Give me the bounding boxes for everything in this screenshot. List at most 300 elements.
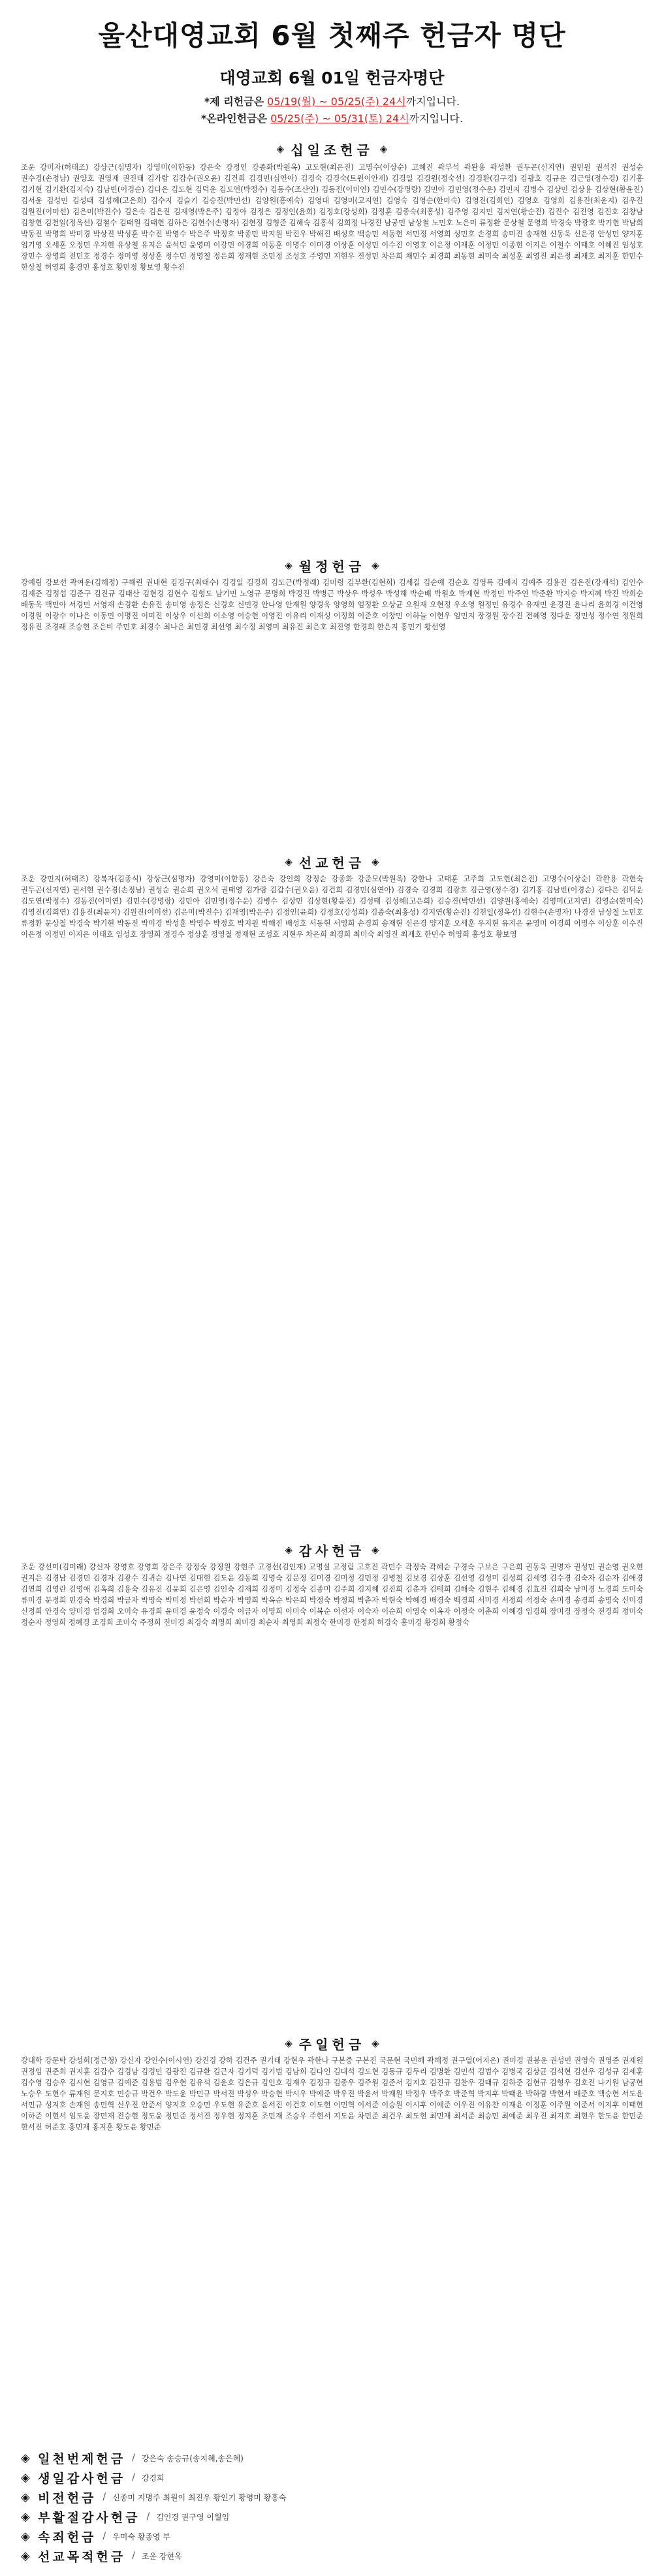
donor-name: 최명희: [210, 1618, 232, 1627]
donor-name: 이정숙: [453, 1607, 475, 1616]
donor-name: 김기홍: [521, 886, 543, 894]
donor-name: 김양원(홍예숙): [489, 897, 539, 905]
donor-name: 양지훈: [622, 230, 643, 238]
donor-name: 이경원: [21, 612, 42, 620]
donor-name: 김상용: [571, 185, 592, 194]
donor-name: 강하: [219, 2056, 233, 2065]
donor-name: 장수진: [501, 612, 523, 620]
donor-name: 김승진(박민선): [202, 196, 251, 205]
diamond-icon: ◈: [372, 1544, 379, 1556]
donor-name: 서영희: [429, 230, 451, 238]
donor-name: 권양호: [72, 174, 95, 183]
donor-name: 강은숙: [253, 875, 275, 883]
donor-name: 박성해: [385, 589, 407, 598]
donor-name: 박준혁: [453, 2090, 475, 2098]
donor-name: 임성호: [622, 241, 643, 249]
donor-name: 고태훈: [437, 875, 458, 883]
donor-name: 최지훈: [597, 252, 620, 260]
donor-name: 최성훈: [501, 252, 523, 260]
donor-name: 허준호: [44, 2123, 67, 2131]
donor-name: 김숙자: [573, 1574, 595, 1582]
donor-name: 구해린: [121, 578, 143, 587]
donor-name: 최정숙: [306, 1618, 327, 1627]
donor-name: 이명수: [285, 241, 307, 249]
diamond-bullet-icon: ◈: [21, 2490, 30, 2504]
donor-name: 이미숙: [285, 1607, 307, 1616]
donor-name: 김태현: [143, 219, 165, 227]
donor-name: 고정림: [332, 1563, 355, 1571]
donor-name: 나기원: [597, 2079, 620, 2087]
donor-name: 구은희: [501, 1563, 523, 1571]
donor-name: 박성훈: [165, 919, 187, 928]
donor-name: 구본중: [331, 2056, 353, 2065]
donor-name: 정다운: [549, 612, 571, 620]
donor-name: 최경희: [329, 930, 351, 939]
donor-name: 박태윤: [501, 2090, 523, 2098]
donor-name: 서경민: [69, 601, 91, 609]
donor-name: 구경숙: [453, 1563, 475, 1571]
donor-name: 차은희: [381, 252, 403, 260]
donor-name: 이민혁: [333, 2101, 355, 2109]
donor-name: 김상민: [546, 185, 569, 194]
donor-name: 정지훈: [237, 2112, 259, 2120]
donor-name: 김진규: [429, 2079, 451, 2087]
donor-name: 김수지: [150, 196, 172, 205]
donor-name: 김상현(황윤진): [306, 897, 356, 905]
donor-name: 유경희: [141, 1607, 163, 1616]
donor-name: 주현서: [309, 2112, 331, 2120]
donor-name: 오세훈: [453, 919, 475, 928]
donor-name: 한경희: [353, 623, 375, 631]
donor-name: 엄경희: [93, 1607, 115, 1616]
donor-name: 김희숙: [549, 1585, 571, 1594]
donor-name: 박원호: [434, 589, 456, 598]
special-offering-names: 강은숙 송승규(송지혜,송은혜): [141, 2453, 244, 2463]
donor-name: 김경일: [222, 578, 244, 587]
donor-name: 엄기영: [21, 241, 42, 249]
donor-name: 김태산: [118, 589, 140, 598]
donor-name: 차민준: [357, 2112, 379, 2120]
donor-name: 김순애: [423, 578, 445, 587]
donor-name: 김윤희: [165, 1585, 187, 1594]
donor-name: 김민정: [357, 1574, 379, 1582]
donor-name: 최승민: [477, 2112, 499, 2120]
donor-name: 이종현: [501, 241, 523, 249]
donor-name: 박기현: [598, 219, 620, 227]
donor-name: 김예주: [521, 578, 543, 587]
donor-name: 김갑수(권오윤): [270, 886, 319, 894]
donor-name: 박진: [605, 589, 619, 598]
donor-name: 김동진(이미연): [321, 185, 370, 194]
donor-name: 조성호: [258, 930, 280, 939]
donor-name: 강한나: [411, 875, 432, 883]
donor-name: 홍성호: [92, 263, 114, 272]
special-offering-row: [21, 2546, 643, 2566]
donor-name: 권동욱: [525, 1563, 547, 1571]
donor-name: 윤정숙: [189, 1607, 211, 1616]
donor-name: 박영희: [237, 1596, 259, 1605]
donor-name: 박금자: [117, 1596, 138, 1605]
donor-name: 김동수(조산연): [270, 185, 319, 194]
donor-name: 강종화(박원옥): [251, 163, 301, 172]
donor-name: 김영대: [308, 196, 330, 205]
donor-name: 배성호: [333, 230, 355, 238]
special-offering-title: 선교목적헌금: [38, 2549, 126, 2564]
donor-name: 김용숙: [117, 1585, 138, 1594]
donor-name: 박미정: [165, 1596, 187, 1605]
donor-name: 이재윤: [501, 2101, 523, 2109]
donor-name: 송재현: [526, 230, 547, 238]
donor-name: 박경숙: [550, 219, 572, 227]
donor-name: 박순배: [410, 589, 432, 598]
donor-name: 최재호: [573, 252, 595, 260]
special-offering-names: 김인경 권구영 이월임: [156, 2512, 230, 2522]
donor-name: 이유리: [285, 612, 307, 620]
donor-name: 김경자: [93, 1574, 115, 1582]
donor-name: 강은숙: [199, 163, 221, 172]
donor-name: 한도윤: [597, 2112, 620, 2120]
donor-name: 남상철: [597, 908, 620, 917]
donor-name: 조운: [21, 163, 35, 172]
donor-name: 조승현: [68, 623, 90, 631]
donor-name: 장미경: [549, 1607, 571, 1616]
donor-name: 강신자: [89, 1563, 111, 1571]
donor-name: 김도근(박정래): [271, 578, 320, 587]
donor-name: 정우현: [213, 2112, 235, 2120]
donor-name: 신정희: [21, 1607, 42, 1616]
donor-name: 김건희: [224, 174, 245, 183]
donor-name: 강성희(정근청): [69, 2056, 118, 2065]
donor-name: 이도현: [309, 2101, 331, 2109]
diamond-icon: ◈: [276, 143, 285, 155]
donor-name: 김수경: [549, 1574, 571, 1582]
donor-name: 김우현: [165, 2079, 187, 2087]
donor-name: 김예준: [117, 2079, 138, 2087]
donor-name: 김종미: [309, 1585, 331, 1594]
donor-name: 김하준: [501, 2079, 523, 2087]
donor-name: 김정은: [249, 208, 272, 216]
donor-name: 정상훈: [187, 930, 209, 939]
donor-name: 유재민: [526, 601, 547, 609]
donor-name: 나경진: [574, 908, 596, 917]
donor-name: 김기환(김지숙): [44, 185, 94, 194]
donor-name: 이광수: [44, 612, 67, 620]
donor-name: 고경선(김인재): [257, 1563, 306, 1571]
donor-name: 황보영: [495, 930, 517, 939]
donor-name: 김인숙: [213, 1585, 235, 1594]
donor-name: 양지훈: [429, 919, 451, 928]
donor-name: 이숙자: [357, 1607, 379, 1616]
donor-name: 한민준: [622, 2112, 643, 2120]
donor-name: 김재영(박은주): [225, 908, 274, 917]
donor-name: 이은정: [429, 241, 451, 249]
donor-name: 권진태: [122, 174, 144, 183]
donor-name: 박순자: [213, 1596, 235, 1605]
donor-name: 이지후: [597, 2101, 620, 2109]
section-header-monthly: [21, 556, 643, 574]
offering-period-notice: [0, 93, 664, 108]
donor-name: 박미경: [69, 230, 91, 238]
special-offerings-list: [21, 2448, 643, 2566]
donor-name: 박주연: [507, 589, 529, 598]
donor-name: 정영희: [44, 1618, 67, 1627]
donor-name: 허영희: [44, 263, 67, 272]
donor-name: 권오현: [622, 1563, 643, 1571]
donor-name: 구본진: [355, 2056, 377, 2065]
donor-name: 김현규: [526, 2079, 547, 2087]
donor-name: 황수진: [163, 263, 185, 272]
names-list-sunday: [21, 2055, 643, 2436]
donor-name: 강은주: [161, 1563, 183, 1571]
donor-name: 서민정: [405, 230, 427, 238]
donor-name: 곽민수: [381, 1563, 403, 1571]
donor-name: 노민호: [432, 219, 453, 227]
donor-name: 김경구(최태수): [170, 578, 219, 587]
donor-name: 오세훈: [44, 241, 67, 249]
donor-name: 강영미(이한동): [146, 163, 195, 172]
donor-name: 남상철: [407, 219, 430, 227]
donor-name: 박은주: [189, 230, 211, 238]
donor-name: 박경숙: [69, 919, 91, 928]
donor-name: 김지연(황순진): [421, 908, 470, 917]
donor-name: 이준호: [357, 612, 379, 620]
donor-name: 김나연: [165, 1574, 187, 1582]
donor-name: 권두곤(신지연): [21, 886, 70, 894]
donor-name: 김성태: [359, 897, 381, 905]
donor-name: 김성혜(고은희): [385, 897, 434, 905]
donor-name: 김형우: [549, 2079, 571, 2087]
donor-name: 송명숙: [597, 1596, 620, 1605]
donor-name: 이정민: [44, 930, 67, 939]
donor-name: 서영희: [333, 919, 355, 928]
donor-name: 서민규: [21, 2101, 42, 2109]
donor-name: 권성민: [550, 2056, 572, 2065]
donor-name: 문정희: [44, 1596, 67, 1605]
donor-name: 박하람: [526, 2090, 547, 2098]
donor-name: 김가람: [147, 174, 169, 183]
separator: /: [103, 2531, 106, 2541]
donor-name: 김현수: [166, 589, 189, 598]
donor-name: 이금자: [237, 1607, 259, 1616]
donor-name: 남미경: [573, 1585, 595, 1594]
donor-name: 김진규: [93, 589, 116, 598]
section-title: 월정헌금: [298, 558, 366, 574]
donor-name: 김정숙: [285, 1585, 307, 1594]
donor-name: 최선영: [210, 623, 232, 631]
donor-name: 장영희: [44, 252, 67, 260]
donor-name: 김재영(박은주): [173, 208, 223, 216]
donor-name: 박영수: [165, 230, 187, 238]
donor-name: 이태호: [573, 241, 595, 249]
donor-name: 김종우: [333, 2079, 355, 2087]
donor-name: 김용범: [141, 2079, 163, 2087]
donor-name: 김영진(김희연): [464, 196, 514, 205]
special-offering-row: [21, 2487, 643, 2507]
notice-label: *온라인헌금은: [200, 112, 268, 125]
donor-name: 김진영: [573, 208, 594, 216]
donor-name: 최예준: [501, 2112, 523, 2120]
donor-name: 김덕운: [195, 185, 217, 194]
donor-name: 김남빈(이경순): [546, 886, 595, 894]
donor-name: 장민재: [93, 2112, 115, 2120]
donor-name: 노승우: [21, 2090, 42, 2098]
donor-name: 황민준: [139, 2123, 161, 2131]
section-header-sunday: [21, 2034, 643, 2052]
donor-name: 김성미: [477, 1574, 499, 1582]
donor-name: 오미숙: [117, 1607, 138, 1616]
donor-name: 박준환: [531, 589, 553, 598]
diamond-icon: ◈: [379, 143, 388, 155]
diamond-bullet-icon: ◈: [21, 2509, 30, 2524]
donor-name: 김순호: [447, 578, 469, 587]
donor-name: 김문정: [285, 1574, 307, 1582]
donor-name: 김희정: [336, 219, 358, 227]
donor-name: 김재준: [21, 589, 42, 598]
separator: /: [132, 2551, 135, 2561]
donor-name: 정서진: [189, 2112, 211, 2120]
donor-name: 김근영(정수경): [569, 174, 619, 183]
notice-suffix: 까지입니다.: [409, 112, 464, 125]
donor-name: 김유진: [141, 1585, 163, 1594]
donor-name: 최동현: [453, 252, 475, 260]
donor-name: 김승진(박민선): [437, 897, 486, 905]
donor-name: 손재원: [69, 2101, 91, 2109]
donor-name: 윤미경: [165, 1607, 187, 1616]
donor-name: 손경희: [357, 919, 379, 928]
donor-name: 이준서: [573, 2101, 595, 2109]
donor-name: 김형도: [191, 589, 213, 598]
donor-name: 김병국: [501, 2067, 523, 2076]
donor-name: 김창현: [21, 219, 42, 227]
donor-name: 정미영: [117, 252, 138, 260]
donor-name: 우소영: [453, 601, 475, 609]
donor-name: 김광호: [445, 886, 467, 894]
diamond-bullet-icon: ◈: [21, 2529, 30, 2543]
donor-name: 이정민: [477, 241, 499, 249]
donor-name: 박재현: [458, 589, 481, 598]
donor-name: 김현수(손명자): [190, 219, 240, 227]
donor-name: 박광호: [574, 219, 596, 227]
donor-name: 권순영: [597, 1563, 620, 1571]
donor-name: 이수진: [622, 919, 643, 928]
donor-name: 송재현: [381, 919, 403, 928]
donor-name: 김은미(박진수): [72, 208, 121, 216]
donor-name: 최경희: [429, 252, 451, 260]
donor-name: 지도윤: [333, 2112, 355, 2120]
donor-name: 윤나리: [573, 601, 595, 609]
donor-name: 정원희: [622, 612, 643, 620]
donor-name: 류정환: [479, 219, 501, 227]
page-title: 울산대영교회 6월 첫째주 헌금자 명단: [98, 20, 566, 52]
donor-name: 강영희: [137, 1563, 159, 1571]
donor-name: 김세훈: [622, 2067, 643, 2076]
donor-name: 한미경: [329, 1618, 351, 1627]
donor-name: 박정호: [213, 919, 235, 928]
donor-name: 윤서진: [261, 2101, 283, 2109]
donor-name: 이정희: [333, 612, 355, 620]
donor-name: 김다은: [147, 185, 169, 194]
donor-name: 정은희: [213, 252, 235, 260]
donor-name: 남궁현: [622, 2079, 643, 2087]
donor-name: 곽부석: [437, 163, 460, 172]
donor-name: 곽여운(김해정): [70, 578, 119, 587]
donor-name: 곽혜순: [429, 1563, 451, 1571]
donor-name: 김현정: [241, 219, 263, 227]
donor-name: 주정희: [139, 1618, 161, 1627]
donor-name: 최순자: [258, 1618, 280, 1627]
donor-name: 서동현: [309, 919, 331, 928]
donor-name: 오원재: [405, 601, 427, 609]
donor-name: 배동욱: [21, 601, 42, 609]
donor-name: 송미진: [501, 230, 523, 238]
donor-name: 권미경: [502, 2056, 524, 2065]
donor-name: 최영미: [258, 623, 280, 631]
donor-name: 김경숙: [300, 174, 323, 183]
donor-name: 강민지(허태조): [40, 875, 89, 883]
donor-name: 손유진: [141, 601, 163, 609]
donor-name: 박성우: [237, 2090, 259, 2098]
donor-name: 정재현: [237, 252, 259, 260]
donor-name: 김민수(강명랑): [372, 185, 421, 194]
donor-name: 강준모(박원옥): [357, 875, 406, 883]
donor-name: 엄정환: [357, 601, 379, 609]
donor-name: 강상근(심명자): [146, 875, 195, 883]
donor-name: 김인호: [261, 2079, 283, 2087]
special-offering-row: [21, 2468, 643, 2487]
donor-name: 채민수: [405, 252, 427, 260]
donor-name: 김혜숙: [289, 219, 311, 227]
donor-name: 이창민: [381, 612, 403, 620]
donor-name: 권수경(손정남): [21, 174, 70, 183]
donor-name: 김동희: [237, 1574, 259, 1582]
donor-name: 임민지: [453, 612, 475, 620]
donor-name: 김주희: [333, 1585, 355, 1594]
special-offering-title: 부활절감사헌금: [38, 2510, 140, 2525]
donor-name: 전혜영: [526, 612, 547, 620]
donor-name: 김성민: [46, 196, 69, 205]
donor-name: 박성훈: [117, 230, 138, 238]
notice-period: 05/25(주) ~ 05/31(토) 24시: [270, 112, 409, 125]
donor-name: 송경희: [573, 1596, 595, 1605]
donor-name: 이상훈: [597, 919, 620, 928]
donor-name: 백경희: [453, 1596, 475, 1605]
donor-name: 정상훈: [141, 252, 163, 260]
section-header-thanks: [21, 1541, 643, 1559]
donor-name: 박정숙: [309, 1596, 331, 1605]
donor-name: 최미숙: [477, 252, 499, 260]
donor-name: 김주원: [357, 2079, 379, 2087]
donor-name: 정수민: [165, 252, 187, 260]
donor-name: 김원진(이미선): [123, 908, 172, 917]
donor-name: 김영순(한미숙): [411, 196, 461, 205]
donor-name: 김은숙: [124, 208, 146, 216]
donor-name: 김영미(고지연): [542, 897, 591, 905]
donor-name: 김경원(정숙선): [416, 174, 466, 183]
donor-name: 김태원: [119, 219, 141, 227]
donor-name: 김재희: [237, 1585, 259, 1594]
donor-name: 김상민: [281, 897, 303, 905]
donor-name: 이명수: [573, 919, 595, 928]
donor-name: 김철수: [95, 219, 118, 227]
donor-name: 김애경: [622, 1574, 643, 1582]
donor-name: 김진호: [597, 208, 619, 216]
donor-name: 차은희: [306, 930, 327, 939]
donor-name: 이영호: [405, 241, 427, 249]
donor-name: 노영규: [240, 589, 261, 598]
donor-name: 주민호: [116, 623, 138, 631]
donor-name: 최서준: [453, 2112, 475, 2120]
donor-name: 김명숙: [261, 1574, 283, 1582]
